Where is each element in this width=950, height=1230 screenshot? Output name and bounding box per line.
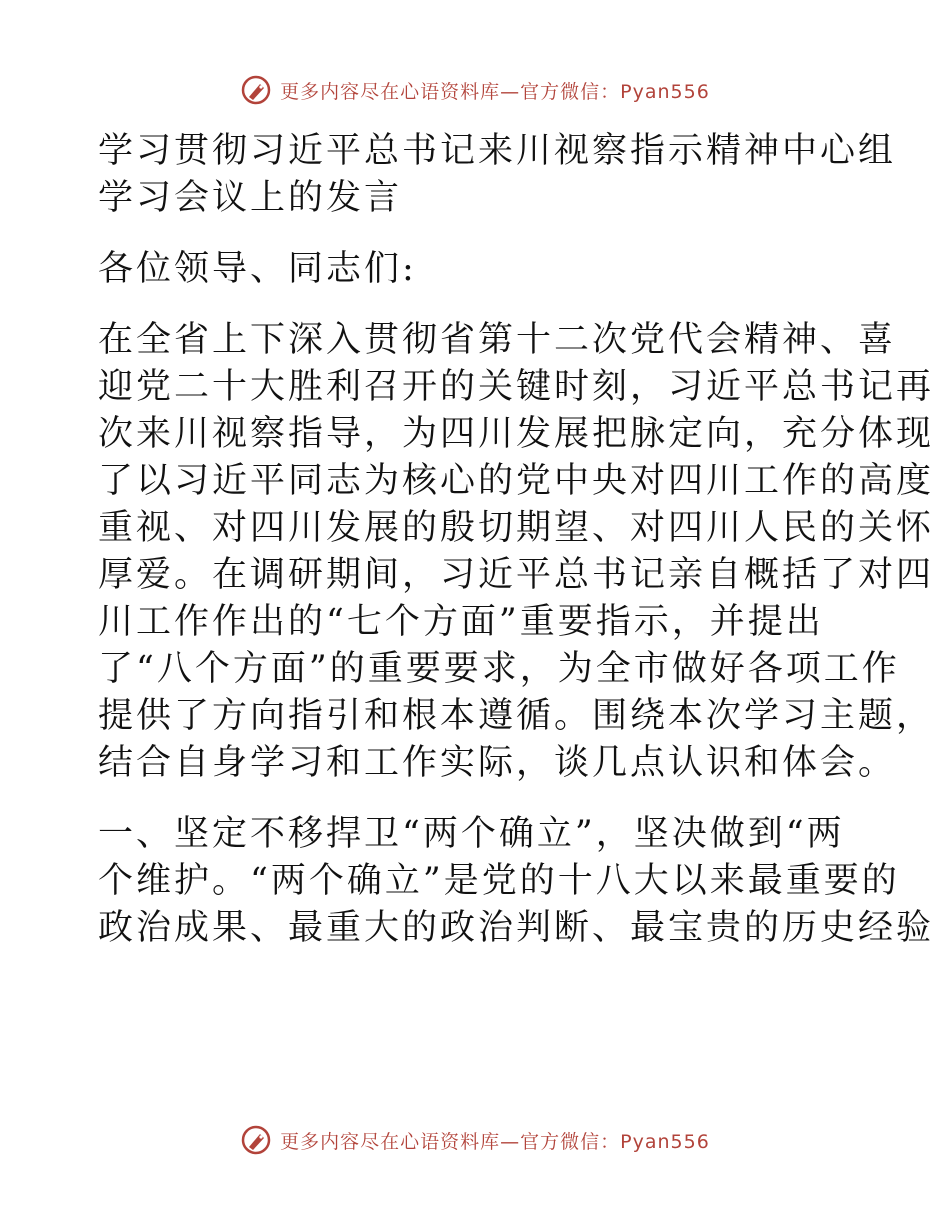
watermark-text: 更多内容尽在心语资料库—官方微信：Pyan556 bbox=[280, 80, 710, 103]
paragraph-1-line: 结合自身学习和工作实际，谈几点认识和体会。 bbox=[98, 743, 897, 783]
paragraph-1-line: 厚爱。在调研期间，习近平总书记亲自概括了对四 bbox=[98, 555, 935, 595]
salutation: 各位领导、同志们: bbox=[98, 249, 417, 289]
paragraph-2-line: 政治成果、最重大的政治判断、最宝贵的历史经验 bbox=[98, 908, 935, 948]
paragraph-2-line: 个维护。“两个确立”是党的十八大以来最重要的 bbox=[98, 861, 900, 901]
paragraph-1-line: 在全省上下深入贯彻省第十二次党代会精神、喜 bbox=[98, 320, 897, 360]
watermark-banner-top bbox=[0, 70, 950, 110]
paragraph-1-line: 次来川视察指导，为四川发展把脉定向，充分体现 bbox=[98, 414, 935, 454]
pen-nib-logo-icon bbox=[240, 1124, 272, 1156]
paragraph-1-line: 了以习近平同志为核心的党中央对四川工作的高度 bbox=[98, 461, 935, 501]
title-line-1: 学习贯彻习近平总书记来川视察指示精神中心组 bbox=[98, 131, 897, 171]
paragraph-1-line: 迎党二十大胜利召开的关键时刻，习近平总书记再 bbox=[98, 367, 935, 407]
paragraph-1-line: 重视、对四川发展的殷切期望、对四川人民的关怀 bbox=[98, 508, 935, 548]
watermark-text: 更多内容尽在心语资料库—官方微信：Pyan556 bbox=[280, 1130, 710, 1153]
paragraph-1-line: 提供了方向指引和根本遵循。围绕本次学习主题， bbox=[98, 696, 935, 736]
title-line-2: 学习会议上的发言 bbox=[98, 178, 403, 218]
pen-nib-logo-icon bbox=[240, 74, 272, 106]
paragraph-2-line: 一、坚定不移捍卫“两个确立”，坚决做到“两 bbox=[98, 814, 845, 854]
paragraph-1-line: 了“八个方面”的重要要求，为全市做好各项工作 bbox=[98, 649, 900, 689]
paragraph-1-line: 川工作作出的“七个方面”重要指示，并提出 bbox=[98, 602, 824, 642]
document-body bbox=[98, 128, 935, 952]
watermark-banner-bottom bbox=[0, 1120, 950, 1160]
